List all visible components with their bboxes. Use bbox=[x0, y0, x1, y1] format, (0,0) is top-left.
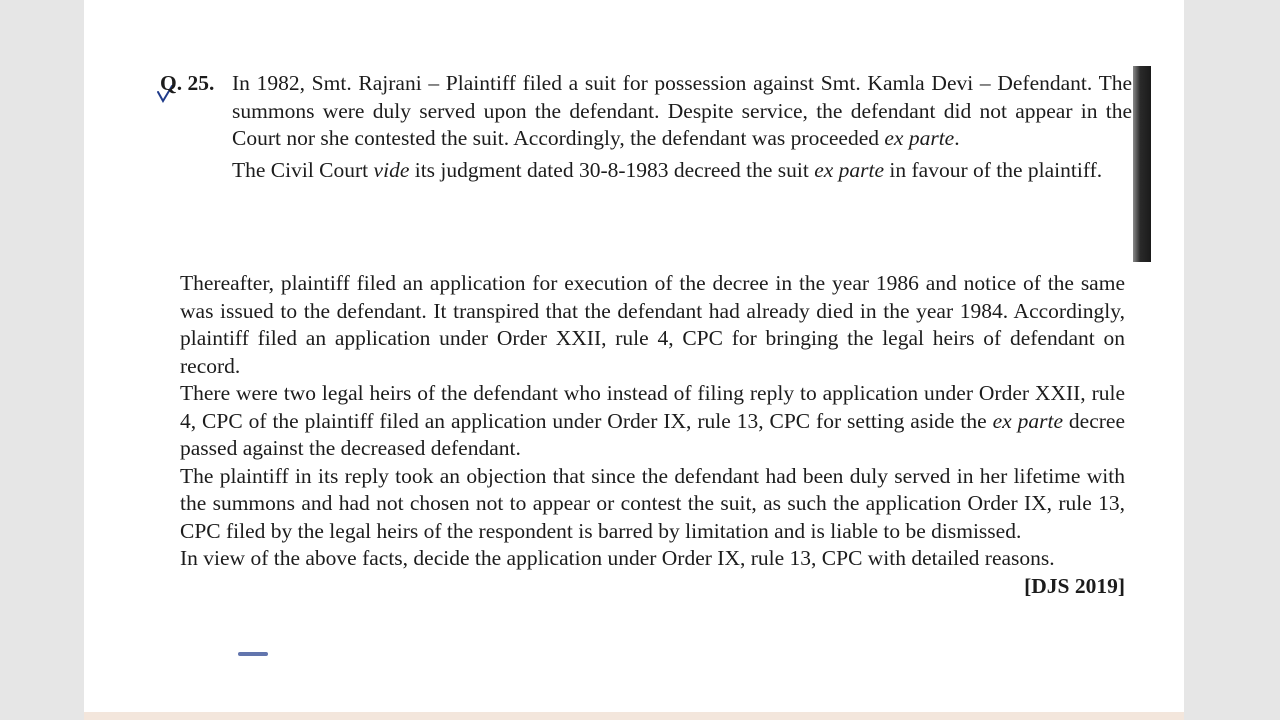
paragraph-question bbox=[180, 545, 1125, 598]
paragraph-objection bbox=[180, 463, 1125, 546]
text-run: Thereafter, plaintiff filed an application for execution of the decree in the year 1986 and notice of the same was issued to the defendant. It transpired that the defendant had already died in the year 1984. Accordingly, plaintiff filed an application under Order XXII, rule 4, CPC for bringing the legal heirs of defendant on record. bbox=[180, 271, 1125, 378]
paragraph-execution bbox=[180, 270, 1125, 380]
text-run: in favour of the plaintiff. bbox=[884, 157, 1103, 182]
page-bottom-edge bbox=[84, 712, 1184, 720]
text-run: . bbox=[954, 126, 960, 150]
question-intro bbox=[232, 70, 1132, 184]
italic-text: ex parte bbox=[992, 408, 1063, 433]
exam-citation: [DJS 2019] bbox=[1024, 573, 1125, 598]
text-run: In view of the above facts, decide the application under Order IX, rule 13, CPC with detailed reasons. bbox=[180, 546, 1055, 570]
italic-text: ex parte bbox=[884, 126, 955, 150]
paragraph-legal-heirs bbox=[180, 380, 1125, 463]
paragraph-facts bbox=[232, 70, 1132, 153]
text-run: There were two legal heirs of the defendant who instead of filing reply to application under Order XXII, rule 4, CPC of the plaintiff filed an application under Order IX, rule 13, CPC for setting aside the bbox=[180, 381, 1125, 433]
pen-mark bbox=[238, 652, 268, 656]
bleed-through-margin bbox=[128, 268, 186, 658]
scan-shadow-edge bbox=[1133, 66, 1151, 262]
text-run: The Civil Court bbox=[232, 157, 374, 182]
italic-text: vide bbox=[373, 157, 410, 182]
text-run: decree passed against the decreased defendant. bbox=[180, 408, 1126, 460]
italic-text: ex parte bbox=[814, 157, 885, 182]
question-number: Q. 25. bbox=[160, 71, 215, 95]
text-run: The plaintiff in its reply took an objection that since the defendant had been duly served in her lifetime with the summons and had not chosen not to appear or contest the suit, as such the application Order IX, rule 13, CPC filed by the legal heirs of the respondent is barred by limitation and is liable to be dismissed. bbox=[180, 463, 1125, 543]
question-body bbox=[180, 270, 1125, 600]
text-run: its judgment dated 30-8-1983 decreed the suit bbox=[409, 157, 815, 182]
paragraph-decree bbox=[232, 157, 1132, 185]
text-run: In 1982, Smt. Rajrani – Plaintiff filed a suit for possession against Smt. Kamla Devi – Defendant. The summons were duly served upon the defendant. Despite service, the defendant did not appear in the Court nor she contested the suit. Accordingly, the defendant was proceeded bbox=[232, 71, 1132, 150]
